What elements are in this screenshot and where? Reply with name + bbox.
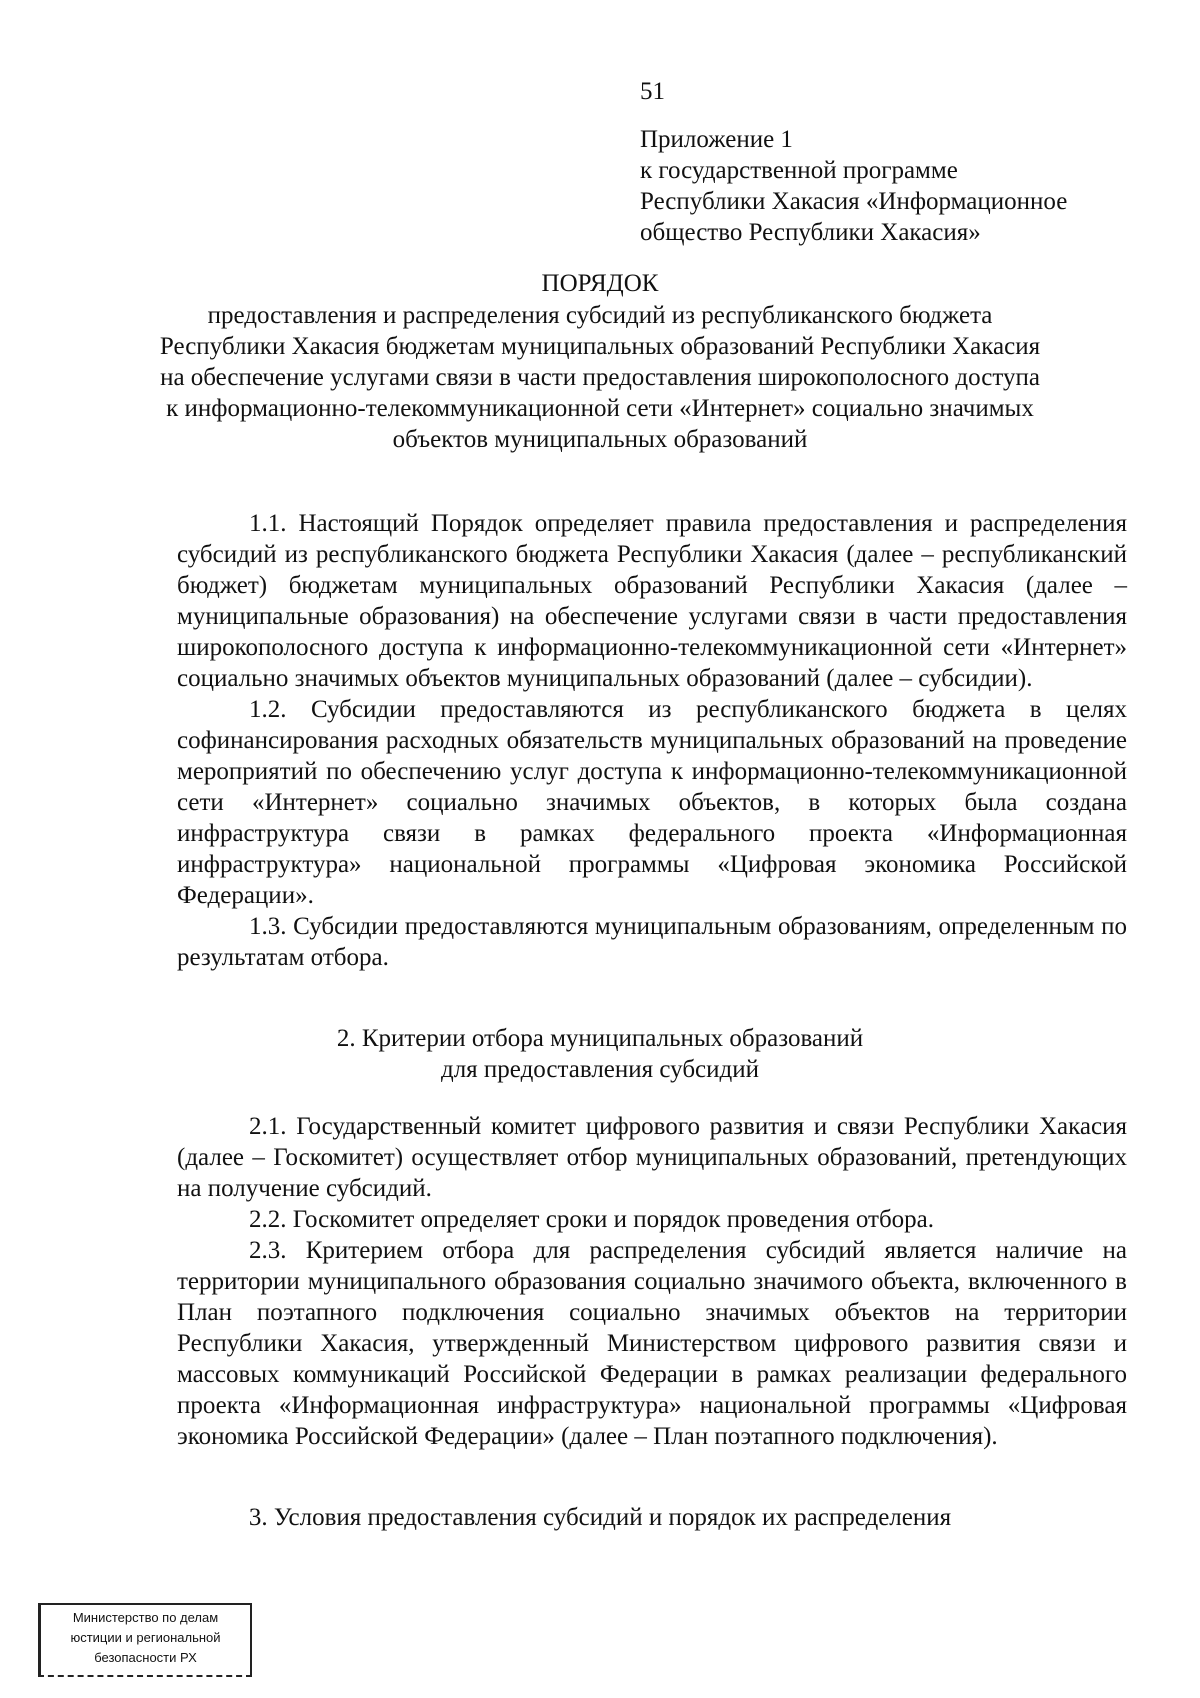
appendix-line: к государственной программе: [640, 157, 958, 184]
stamp-line: Министерство по делам: [72, 1610, 219, 1625]
section-2-body: [177, 1111, 1127, 1452]
appendix-line: Приложение 1: [640, 126, 793, 153]
section-1-body: [177, 508, 1127, 973]
subtitle-line: предоставления и распределения субсидий из республиканского бюджета: [207, 302, 993, 329]
document-title: ПОРЯДОК: [541, 270, 659, 297]
document-subtitle: [100, 300, 1100, 455]
subtitle-line: на обеспечение услугами связи в части предоставления широкополосного доступа: [160, 364, 1040, 391]
paragraph-1-2: 1.2. Субсидии предоставляются из республиканского бюджета в целях софинансирования расходных обязательств муниципальных образований на проведение мероприятий по обеспечению услуг доступа к информационно-телекоммуникационной сети «Интернет» социально значимых объектов, в которых была создана инфраструктура связи в рамках федерального проекта «Информационная инфраструктура» национальной программы «Цифровая экономика Российской Федерации».: [177, 696, 1127, 909]
stamp-line: юстиции и региональной: [70, 1630, 221, 1645]
registration-stamp: [38, 1603, 252, 1677]
appendix-note: [640, 124, 1160, 248]
subtitle-line: объектов муниципальных образований: [392, 426, 808, 453]
section-2-heading: [100, 1023, 1100, 1085]
subtitle-line: к информационно-телекоммуникационной сети «Интернет» социально значимых: [166, 395, 1034, 422]
paragraph-1-3: 1.3. Субсидии предоставляются муниципальным образованиям, определенным по результатам отбора.: [177, 913, 1127, 971]
appendix-line: Республики Хакасия «Информационное: [640, 188, 1068, 215]
page-number: 51: [640, 78, 665, 105]
paragraph-2-2: 2.2. Госкомитет определяет сроки и порядок проведения отбора.: [249, 1206, 935, 1233]
paragraph-2-1: 2.1. Государственный комитет цифрового развития и связи Республики Хакасия (далее – Госкомитет) осуществляет отбор муниципальных образований, претендующих на получение субсидий.: [177, 1113, 1127, 1202]
section-3-heading: 3. Условия предоставления субсидий и порядок их распределения: [248, 1504, 952, 1531]
paragraph-1-1: 1.1. Настоящий Порядок определяет правила предоставления и распределения субсидий из республиканского бюджета Республики Хакасия (далее – республиканский бюджет) бюджетам муниципальных образований Республики Хакасия (далее – муниципальные образования) на обеспечение услугами связи в части предоставления широкополосного доступа к информационно-телекоммуникационной сети «Интернет» социально значимых объектов муниципальных образований (далее – субсидии).: [177, 510, 1127, 692]
subtitle-line: Республики Хакасия бюджетам муниципальных образований Республики Хакасия: [159, 333, 1041, 360]
heading-line: 2. Критерии отбора муниципальных образований: [336, 1025, 864, 1052]
appendix-line: общество Республики Хакасия»: [640, 219, 981, 246]
stamp-line: безопасности РХ: [94, 1650, 197, 1665]
paragraph-2-3: 2.3. Критерием отбора для распределения субсидий является наличие на территории муниципального образования социально значимого объекта, включенного в План поэтапного подключения социально значимых объектов на территории Республики Хакасия, утвержденный Министерством цифрового развития связи и массовых коммуникаций Российской Федерации в рамках реализации федерального проекта «Информационная инфраструктура» национальной программы «Цифровая экономика Российской Федерации» (далее – План поэтапного подключения).: [177, 1237, 1127, 1450]
heading-line: для предоставления субсидий: [440, 1056, 760, 1083]
